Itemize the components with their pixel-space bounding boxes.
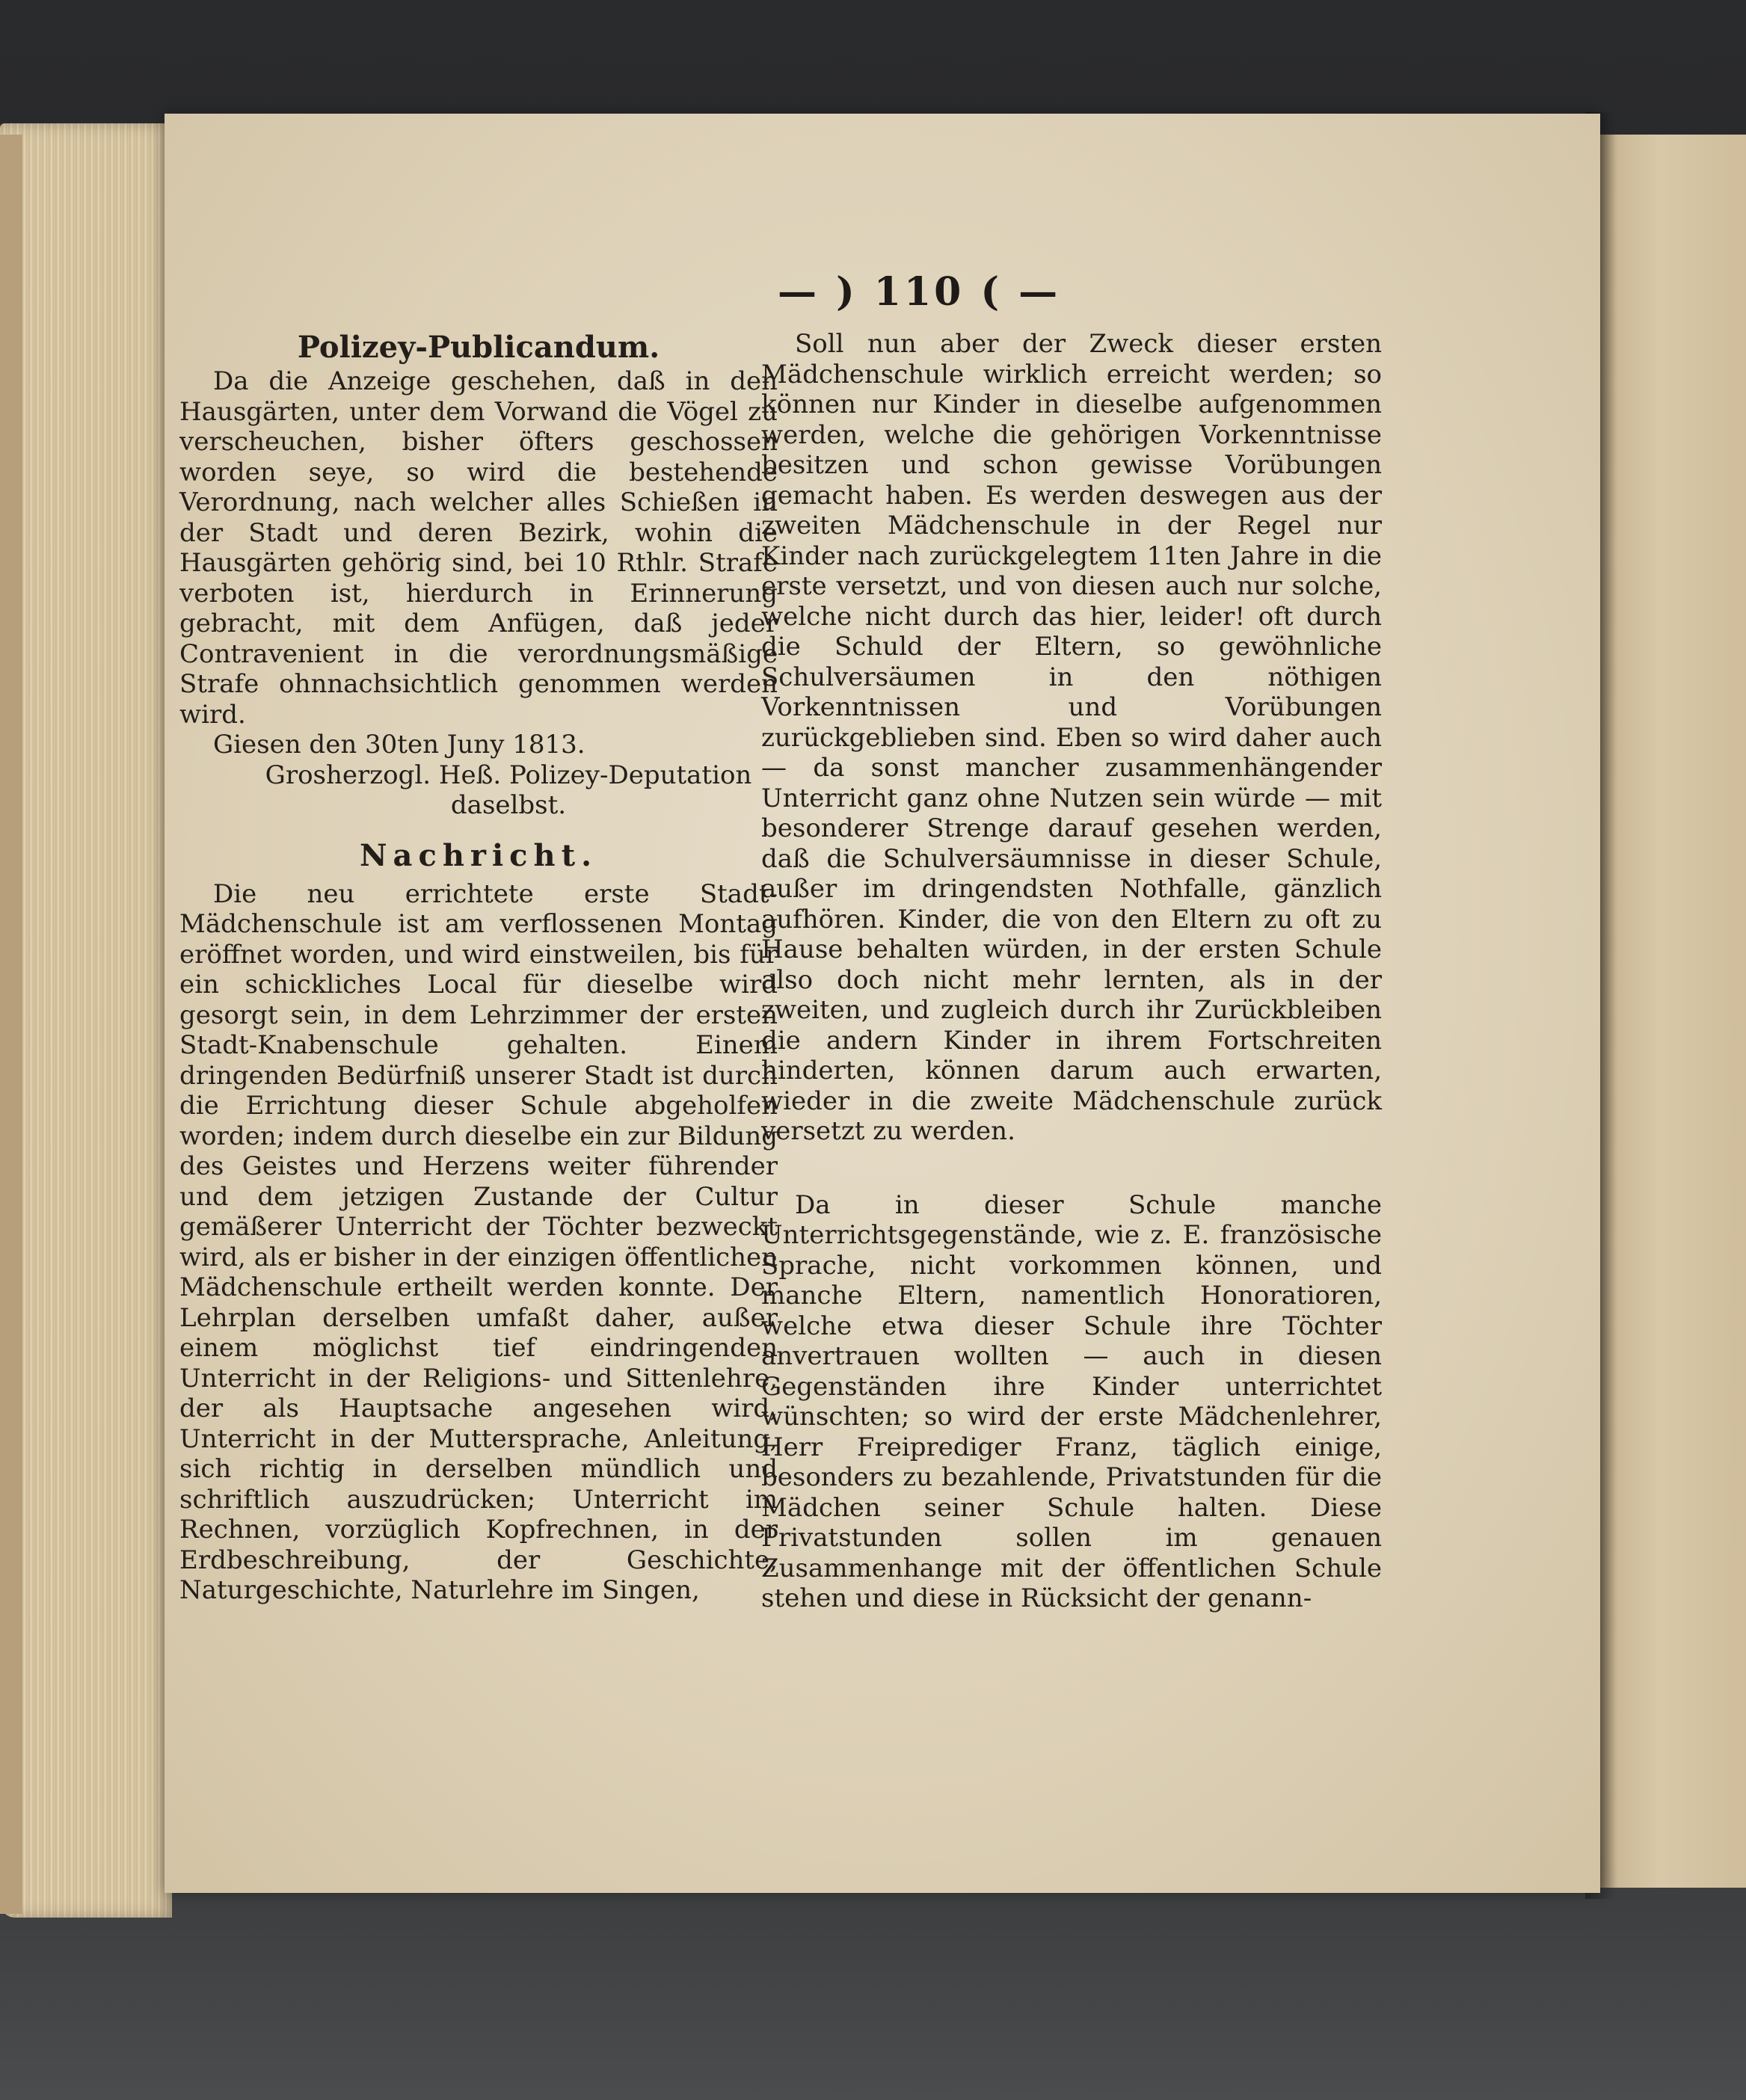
section-heading-nachricht: Nachricht. [359,837,598,873]
page-number-header: — ) 110 ( — [778,269,1061,315]
book-cover-edge [0,135,22,1914]
signature: Grosherzogl. Heß. Polizey-Deputation daselbst. [265,760,752,820]
schule-paragraph-2: Da in dieser Schule manche Unterrichtsgegenstände, wie z. E. französische Sprache, nicht vorkommen können, und manche Eltern, namentlich Honoratioren, welche etwa dieser Schule ihre Töchter anvertrauen wollten — auch in diesen Gegenständen ihre Kinder unterrichtet wünschten; so wird der erste Mädchenlehrer, Herr Freiprediger Franz, täglich einige, besonders zu bezahlende, Privatstunden für die Mädchen seiner Schule halten. Diese Privatstunden sollen im genauen Zusammenhange mit der öffentlichen Schule stehen und diese in Rücksicht der genann- [761,1189,1382,1613]
left-column [179,329,778,1606]
dateline: Giesen den 30ten Juny 1813. [213,730,585,760]
book-page-edges [0,123,172,1918]
polizey-paragraph: Da die Anzeige geschehen, daß in den Hausgärten, unter dem Vorwand die Vögel zu verscheuchen, bisher öfters geschossen worden seye, so wird die bestehende Verordnung, nach welcher alles Schießen in der Stadt und deren Bezirk, wohin die Hausgärten gehörig sind, bei 10 Rthlr. Strafe verboten ist, hierdurch in Erinnerung gebracht, mit dem Anfügen, daß jeder Contravenient in die verordnungsmäßige Strafe ohnnachsichtlich genommen werden wird. [179,366,778,730]
section-heading-polizey: Polizey-Publicandum. [297,330,660,365]
schule-paragraph-1: Soll nun aber der Zweck dieser ersten Mädchenschule wirklich erreicht werden; so können nur Kinder in dieselbe aufgenommen werden, welche die gehörigen Vorkenntnisse besitzen und schon gewisse Vorübungen gemacht haben. Es werden deswegen aus der zweiten Mädchenschule in der Regel nur Kinder nach zurückgelegtem 11ten Jahre in die erste versetzt, und von diesen auch nur solche, welche nicht durch das hier, leider! oft durch die Schuld der Eltern, so gewöhnliche Schulversäumen in den nöthigen Vorkenntnissen und Vorübungen zurückgeblieben sind. Eben so wird daher auch — da sonst mancher zusammenhängender Unterricht ganz ohne Nutzen sein würde — mit besonderer Strenge darauf gesehen werden, daß die Schulversäumnisse in dieser Schule, außer im dringendsten Nothfalle, gänzlich aufhören. Kinder, die von den Eltern zu oft zu Hause behalten würden, in der ersten Schule also doch nicht mehr lernten, als in der zweiten, und zugleich durch ihr Zurückbleiben die andern Kinder in ihrem Fortschreiten hinderten, können darum auch erwarten, wieder in die zweite Mädchenschule zurück versetzt zu werden. [761,329,1382,1146]
paragraph-gap [761,1147,1382,1190]
facing-page-edge [1600,135,1746,1888]
nachricht-paragraph: Die neu errichtete erste Stadt-Mädchenschule ist am verflossenen Montag eröffnet worden, und wird einstweilen, bis für ein schickliches Local für dieselbe wird gesorgt sein, in dem Lehrzimmer der ersten Stadt-Knabenschule gehalten. Einem dringenden Bedürfniß unserer Stadt ist durch die Errichtung dieser Schule abgeholfen worden; indem durch dieselbe ein zur Bildung des Geistes und Herzens weiter führender und dem jetzigen Zustande der Cultur gemäßerer Unterricht der Töchter bezweckt wird, als er bisher in der einzigen öffentlichen Mädchenschule ertheilt werden konnte. Der Lehrplan derselben umfaßt daher, außer einem möglichst tief eindringenden Unterricht in der Religions- und Sittenlehre, der als Hauptsache angesehen wird, Unterricht in der Muttersprache, Anleitung, sich richtig in derselben mündlich und schriftlich auszudrücken; Unterricht im Rechnen, vorzüglich Kopfrechnen, in der Erdbeschreibung, der Geschichte, Naturgeschichte, Naturlehre im Singen, [179,878,778,1605]
right-column [761,329,1382,1614]
